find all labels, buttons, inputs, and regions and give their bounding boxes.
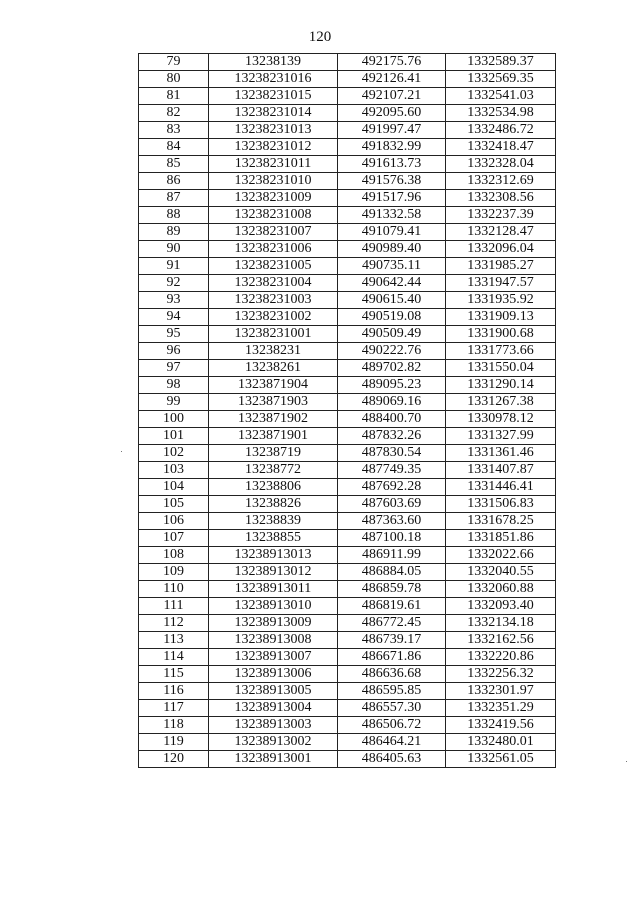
table-row [139, 326, 556, 343]
point-number-cell: 106 [139, 513, 209, 530]
y-coordinate-cell: 1331900.68 [446, 326, 556, 343]
point-number-cell: 107 [139, 530, 209, 547]
table-row [139, 207, 556, 224]
x-coordinate-cell: 486884.05 [338, 564, 446, 581]
table-row [139, 190, 556, 207]
point-number-cell: 95 [139, 326, 209, 343]
x-coordinate-cell: 486859.78 [338, 581, 446, 598]
y-coordinate-cell: 1331267.38 [446, 394, 556, 411]
point-id-cell: 13238231006 [209, 241, 338, 258]
table-row [139, 598, 556, 615]
table-row [139, 139, 556, 156]
point-number-cell: 87 [139, 190, 209, 207]
x-coordinate-cell: 492126.41 [338, 71, 446, 88]
point-id-cell: 13238231002 [209, 309, 338, 326]
point-id-cell: 13238231007 [209, 224, 338, 241]
table-row [139, 275, 556, 292]
table-row [139, 343, 556, 360]
point-number-cell: 116 [139, 683, 209, 700]
point-id-cell: 13238913011 [209, 581, 338, 598]
point-number-cell: 99 [139, 394, 209, 411]
table-row [139, 122, 556, 139]
scan-speck [626, 761, 627, 762]
x-coordinate-cell: 487100.18 [338, 530, 446, 547]
y-coordinate-cell: 1331407.87 [446, 462, 556, 479]
point-number-cell: 80 [139, 71, 209, 88]
point-id-cell: 13238913003 [209, 717, 338, 734]
table-row [139, 496, 556, 513]
point-number-cell: 79 [139, 54, 209, 71]
point-number-cell: 111 [139, 598, 209, 615]
table-row [139, 751, 556, 768]
point-id-cell: 13238913006 [209, 666, 338, 683]
x-coordinate-cell: 489702.82 [338, 360, 446, 377]
x-coordinate-cell: 486506.72 [338, 717, 446, 734]
point-id-cell: 13238913004 [209, 700, 338, 717]
table-row [139, 700, 556, 717]
point-id-cell: 1323871904 [209, 377, 338, 394]
page-number: 120 [308, 29, 332, 45]
x-coordinate-cell: 490519.08 [338, 309, 446, 326]
y-coordinate-cell: 1331773.66 [446, 343, 556, 360]
x-coordinate-cell: 491832.99 [338, 139, 446, 156]
x-coordinate-cell: 486405.63 [338, 751, 446, 768]
table-row [139, 88, 556, 105]
point-number-cell: 115 [139, 666, 209, 683]
point-id-cell: 13238855 [209, 530, 338, 547]
x-coordinate-cell: 486636.68 [338, 666, 446, 683]
point-number-cell: 84 [139, 139, 209, 156]
y-coordinate-cell: 1332418.47 [446, 139, 556, 156]
y-coordinate-cell: 1331506.83 [446, 496, 556, 513]
point-number-cell: 100 [139, 411, 209, 428]
y-coordinate-cell: 1332486.72 [446, 122, 556, 139]
table-row [139, 632, 556, 649]
table-row [139, 105, 556, 122]
y-coordinate-cell: 1332256.32 [446, 666, 556, 683]
point-number-cell: 120 [139, 751, 209, 768]
table-row [139, 666, 556, 683]
point-number-cell: 86 [139, 173, 209, 190]
point-id-cell: 13238913010 [209, 598, 338, 615]
point-number-cell: 104 [139, 479, 209, 496]
table-row [139, 649, 556, 666]
scan-speck [121, 451, 122, 452]
point-number-cell: 98 [139, 377, 209, 394]
x-coordinate-cell: 491517.96 [338, 190, 446, 207]
point-number-cell: 97 [139, 360, 209, 377]
point-number-cell: 110 [139, 581, 209, 598]
point-number-cell: 92 [139, 275, 209, 292]
y-coordinate-cell: 1331909.13 [446, 309, 556, 326]
table-row [139, 394, 556, 411]
y-coordinate-cell: 1332128.47 [446, 224, 556, 241]
point-id-cell: 13238913012 [209, 564, 338, 581]
x-coordinate-cell: 486911.99 [338, 547, 446, 564]
point-id-cell: 13238806 [209, 479, 338, 496]
y-coordinate-cell: 1332480.01 [446, 734, 556, 751]
point-number-cell: 85 [139, 156, 209, 173]
point-number-cell: 81 [139, 88, 209, 105]
x-coordinate-cell: 487603.69 [338, 496, 446, 513]
x-coordinate-cell: 491613.73 [338, 156, 446, 173]
table-row [139, 581, 556, 598]
point-id-cell: 13238913013 [209, 547, 338, 564]
x-coordinate-cell: 486671.86 [338, 649, 446, 666]
coordinate-table [138, 53, 556, 768]
x-coordinate-cell: 487363.60 [338, 513, 446, 530]
table-row [139, 224, 556, 241]
point-id-cell: 13238913001 [209, 751, 338, 768]
x-coordinate-cell: 487830.54 [338, 445, 446, 462]
x-coordinate-cell: 486595.85 [338, 683, 446, 700]
table-row [139, 462, 556, 479]
point-number-cell: 91 [139, 258, 209, 275]
x-coordinate-cell: 488400.70 [338, 411, 446, 428]
table-row [139, 734, 556, 751]
table-row [139, 156, 556, 173]
table-row [139, 615, 556, 632]
table-row [139, 479, 556, 496]
y-coordinate-cell: 1331851.86 [446, 530, 556, 547]
point-id-cell: 13238719 [209, 445, 338, 462]
x-coordinate-cell: 487832.26 [338, 428, 446, 445]
point-id-cell: 13238826 [209, 496, 338, 513]
y-coordinate-cell: 1332237.39 [446, 207, 556, 224]
x-coordinate-cell: 490615.40 [338, 292, 446, 309]
y-coordinate-cell: 1332022.66 [446, 547, 556, 564]
table-row [139, 241, 556, 258]
x-coordinate-cell: 492175.76 [338, 54, 446, 71]
point-number-cell: 102 [139, 445, 209, 462]
point-id-cell: 13238913007 [209, 649, 338, 666]
point-id-cell: 13238139 [209, 54, 338, 71]
x-coordinate-cell: 486772.45 [338, 615, 446, 632]
table-row [139, 258, 556, 275]
point-id-cell: 13238231012 [209, 139, 338, 156]
point-number-cell: 105 [139, 496, 209, 513]
x-coordinate-cell: 487749.35 [338, 462, 446, 479]
y-coordinate-cell: 1331550.04 [446, 360, 556, 377]
point-id-cell: 13238231 [209, 343, 338, 360]
point-id-cell: 13238231014 [209, 105, 338, 122]
y-coordinate-cell: 1331290.14 [446, 377, 556, 394]
x-coordinate-cell: 487692.28 [338, 479, 446, 496]
table-row [139, 360, 556, 377]
y-coordinate-cell: 1332569.35 [446, 71, 556, 88]
point-id-cell: 1323871903 [209, 394, 338, 411]
table-row [139, 377, 556, 394]
point-number-cell: 114 [139, 649, 209, 666]
point-id-cell: 13238231011 [209, 156, 338, 173]
x-coordinate-cell: 491576.38 [338, 173, 446, 190]
x-coordinate-cell: 489095.23 [338, 377, 446, 394]
point-id-cell: 13238231009 [209, 190, 338, 207]
point-number-cell: 112 [139, 615, 209, 632]
y-coordinate-cell: 1332419.56 [446, 717, 556, 734]
point-id-cell: 13238261 [209, 360, 338, 377]
point-id-cell: 13238231003 [209, 292, 338, 309]
point-number-cell: 117 [139, 700, 209, 717]
table-row [139, 309, 556, 326]
y-coordinate-cell: 1332351.29 [446, 700, 556, 717]
y-coordinate-cell: 1331935.92 [446, 292, 556, 309]
point-number-cell: 82 [139, 105, 209, 122]
y-coordinate-cell: 1332301.97 [446, 683, 556, 700]
y-coordinate-cell: 1331446.41 [446, 479, 556, 496]
point-id-cell: 13238231001 [209, 326, 338, 343]
table-row [139, 173, 556, 190]
x-coordinate-cell: 491332.58 [338, 207, 446, 224]
table-row [139, 513, 556, 530]
point-id-cell: 13238231005 [209, 258, 338, 275]
point-number-cell: 96 [139, 343, 209, 360]
y-coordinate-cell: 1332541.03 [446, 88, 556, 105]
point-number-cell: 119 [139, 734, 209, 751]
y-coordinate-cell: 1332093.40 [446, 598, 556, 615]
x-coordinate-cell: 492095.60 [338, 105, 446, 122]
point-id-cell: 13238913002 [209, 734, 338, 751]
table-row [139, 683, 556, 700]
x-coordinate-cell: 489069.16 [338, 394, 446, 411]
y-coordinate-cell: 1332312.69 [446, 173, 556, 190]
y-coordinate-cell: 1331678.25 [446, 513, 556, 530]
y-coordinate-cell: 1332060.88 [446, 581, 556, 598]
table-row [139, 717, 556, 734]
point-number-cell: 118 [139, 717, 209, 734]
table-row [139, 71, 556, 88]
point-id-cell: 13238231010 [209, 173, 338, 190]
x-coordinate-cell: 491079.41 [338, 224, 446, 241]
point-number-cell: 90 [139, 241, 209, 258]
point-number-cell: 113 [139, 632, 209, 649]
x-coordinate-cell: 490735.11 [338, 258, 446, 275]
table-row [139, 411, 556, 428]
point-id-cell: 13238839 [209, 513, 338, 530]
y-coordinate-cell: 1332308.56 [446, 190, 556, 207]
point-id-cell: 13238772 [209, 462, 338, 479]
y-coordinate-cell: 1332096.04 [446, 241, 556, 258]
x-coordinate-cell: 490222.76 [338, 343, 446, 360]
table-row [139, 547, 556, 564]
point-number-cell: 83 [139, 122, 209, 139]
point-id-cell: 13238231015 [209, 88, 338, 105]
point-number-cell: 93 [139, 292, 209, 309]
point-number-cell: 103 [139, 462, 209, 479]
x-coordinate-cell: 490989.40 [338, 241, 446, 258]
point-id-cell: 13238913008 [209, 632, 338, 649]
table-row [139, 428, 556, 445]
point-id-cell: 13238231008 [209, 207, 338, 224]
point-id-cell: 1323871901 [209, 428, 338, 445]
x-coordinate-cell: 486464.21 [338, 734, 446, 751]
table-row [139, 292, 556, 309]
y-coordinate-cell: 1332561.05 [446, 751, 556, 768]
point-id-cell: 13238913005 [209, 683, 338, 700]
y-coordinate-cell: 1332162.56 [446, 632, 556, 649]
x-coordinate-cell: 492107.21 [338, 88, 446, 105]
y-coordinate-cell: 1332589.37 [446, 54, 556, 71]
table-row [139, 564, 556, 581]
y-coordinate-cell: 1331327.99 [446, 428, 556, 445]
table-row [139, 445, 556, 462]
coordinate-table-body [139, 54, 556, 768]
y-coordinate-cell: 1332328.04 [446, 156, 556, 173]
y-coordinate-cell: 1332534.98 [446, 105, 556, 122]
point-number-cell: 108 [139, 547, 209, 564]
y-coordinate-cell: 1330978.12 [446, 411, 556, 428]
table-row [139, 54, 556, 71]
point-number-cell: 109 [139, 564, 209, 581]
point-id-cell: 13238231004 [209, 275, 338, 292]
x-coordinate-cell: 486557.30 [338, 700, 446, 717]
point-number-cell: 94 [139, 309, 209, 326]
y-coordinate-cell: 1332134.18 [446, 615, 556, 632]
point-id-cell: 13238231016 [209, 71, 338, 88]
point-number-cell: 88 [139, 207, 209, 224]
table-row [139, 530, 556, 547]
x-coordinate-cell: 490509.49 [338, 326, 446, 343]
point-id-cell: 13238231013 [209, 122, 338, 139]
y-coordinate-cell: 1331361.46 [446, 445, 556, 462]
y-coordinate-cell: 1332040.55 [446, 564, 556, 581]
y-coordinate-cell: 1332220.86 [446, 649, 556, 666]
x-coordinate-cell: 486819.61 [338, 598, 446, 615]
point-number-cell: 101 [139, 428, 209, 445]
point-id-cell: 1323871902 [209, 411, 338, 428]
point-id-cell: 13238913009 [209, 615, 338, 632]
x-coordinate-cell: 491997.47 [338, 122, 446, 139]
x-coordinate-cell: 486739.17 [338, 632, 446, 649]
point-number-cell: 89 [139, 224, 209, 241]
y-coordinate-cell: 1331985.27 [446, 258, 556, 275]
y-coordinate-cell: 1331947.57 [446, 275, 556, 292]
x-coordinate-cell: 490642.44 [338, 275, 446, 292]
